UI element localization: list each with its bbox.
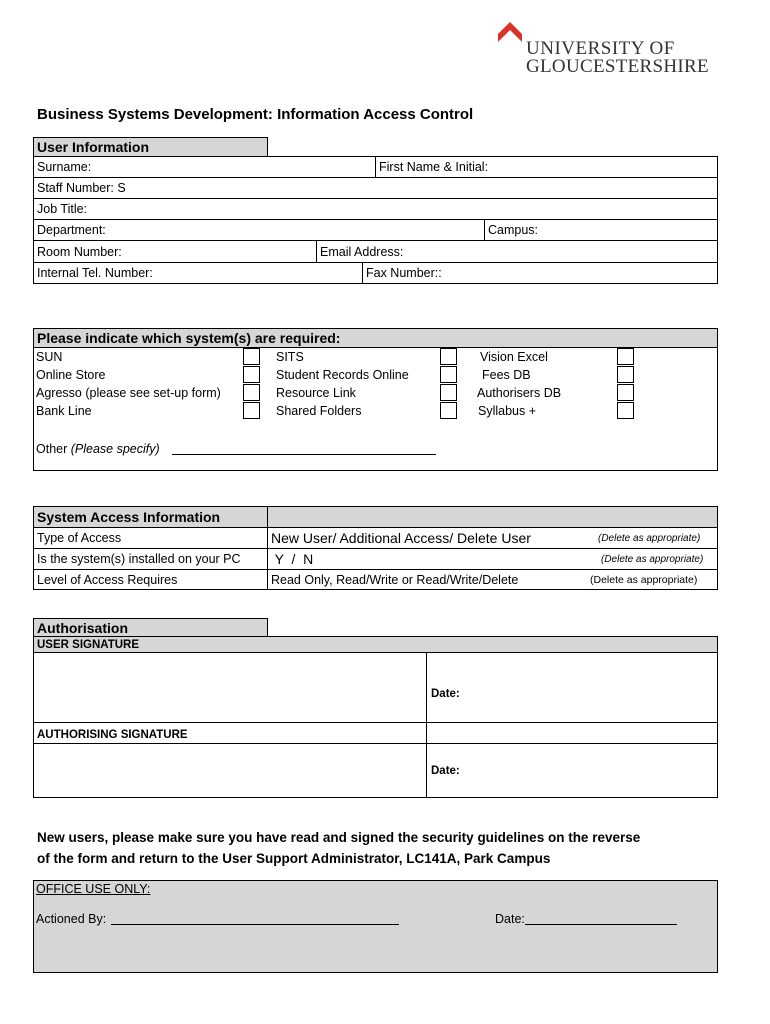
system-access-heading-band — [267, 506, 718, 528]
authorising-heading-right — [426, 722, 718, 744]
system-sun: SUN — [36, 350, 63, 364]
surname-field[interactable]: Surname: — [33, 156, 376, 178]
checkbox-shared-folders[interactable] — [440, 402, 457, 419]
installed-on-pc-label: Is the system(s) installed on your PC — [33, 548, 268, 570]
campus-field[interactable]: Campus: — [484, 219, 718, 241]
checkbox-student-records-online[interactable] — [440, 366, 457, 383]
job-title-field[interactable]: Job Title: — [33, 198, 718, 220]
system-syllabus: Syllabus + — [478, 404, 537, 418]
actioned-by-label: Actioned By: — [36, 912, 107, 926]
checkbox-syllabus[interactable] — [617, 402, 634, 419]
user-signature-box[interactable] — [33, 652, 427, 723]
system-authorisers-db: Authorisers DB — [477, 386, 562, 400]
logo-line-1: UNIVERSITY OF — [526, 38, 675, 59]
user-information-heading: User Information — [33, 137, 268, 157]
logo-mark-icon — [498, 20, 524, 44]
department-field[interactable]: Department: — [33, 219, 485, 241]
level-of-access-text: Read Only, Read/Write or Read/Write/Delete — [271, 572, 519, 587]
system-shared-folders: Shared Folders — [276, 404, 362, 418]
authorising-signature-heading: AUTHORISING SIGNATURE — [33, 722, 427, 744]
actioned-by-line[interactable] — [111, 910, 399, 925]
checkbox-resource-link[interactable] — [440, 384, 457, 401]
type-of-access-note: (Delete as appropriate) — [598, 532, 701, 544]
system-bank-line: Bank Line — [36, 404, 92, 418]
checkbox-agresso[interactable] — [243, 384, 260, 401]
other-label-text: Other — [36, 442, 68, 456]
internal-tel-field[interactable]: Internal Tel. Number: — [33, 262, 363, 284]
user-signature-date-box[interactable] — [426, 652, 718, 723]
system-resource-link: Resource Link — [276, 386, 356, 400]
staff-number-field[interactable]: Staff Number: S — [33, 177, 718, 199]
system-sits: SITS — [276, 350, 304, 364]
checkbox-online-store[interactable] — [243, 366, 260, 383]
type-of-access-text: New User/ Additional Access/ Delete User — [271, 530, 531, 546]
user-signature-date-label: Date: — [431, 688, 460, 700]
authorisation-heading: Authorisation — [33, 618, 268, 638]
type-of-access-label: Type of Access — [33, 527, 268, 549]
fax-number-field[interactable]: Fax Number:: — [362, 262, 718, 284]
level-of-access-label: Level of Access Requires — [33, 569, 268, 590]
checkbox-fees-db[interactable] — [617, 366, 634, 383]
checkbox-sun[interactable] — [243, 348, 260, 365]
level-of-access-value[interactable] — [267, 569, 718, 590]
checkbox-bank-line[interactable] — [243, 402, 260, 419]
other-label — [36, 442, 160, 456]
email-field[interactable]: Email Address: — [316, 240, 718, 263]
systems-heading: Please indicate which system(s) are required: — [33, 328, 718, 348]
authorising-signature-date-label: Date: — [431, 765, 460, 777]
logo-line-2: GLOUCESTERSHIRE — [526, 56, 709, 77]
installed-on-pc-value[interactable] — [267, 548, 718, 570]
system-access-heading: System Access Information — [33, 506, 268, 528]
notice-line-1: New users, please make sure you have read and signed the security guidelines on the reverse — [37, 830, 641, 845]
office-date-line[interactable] — [525, 910, 677, 925]
system-online-store: Online Store — [36, 368, 106, 382]
office-date-label: Date: — [495, 912, 525, 926]
checkbox-vision-excel[interactable] — [617, 348, 634, 365]
other-hint: (Please specify) — [70, 442, 160, 456]
type-of-access-value[interactable] — [267, 527, 718, 549]
checkbox-sits[interactable] — [440, 348, 457, 365]
system-student-records-online: Student Records Online — [276, 368, 409, 382]
level-of-access-note: (Delete as appropriate) — [590, 573, 698, 586]
other-specify-line[interactable] — [172, 440, 436, 455]
first-name-field[interactable]: First Name & Initial: — [375, 156, 718, 178]
notice-line-2: of the form and return to the User Support Administrator, LC141A, Park Campus — [37, 851, 551, 866]
authorising-signature-date-box[interactable] — [426, 743, 718, 798]
page-title: Business Systems Development: Information Access Control — [37, 106, 474, 123]
system-vision-excel: Vision Excel — [480, 350, 548, 364]
room-number-field[interactable]: Room Number: — [33, 240, 317, 263]
installed-on-pc-text: Y / N — [271, 551, 314, 567]
checkbox-authorisers-db[interactable] — [617, 384, 634, 401]
installed-on-pc-note: (Delete as appropriate) — [601, 553, 704, 565]
office-use-heading: OFFICE USE ONLY: — [36, 882, 151, 896]
authorising-signature-box[interactable] — [33, 743, 427, 798]
user-signature-heading: USER SIGNATURE — [33, 636, 718, 653]
system-agresso: Agresso (please see set-up form) — [36, 386, 221, 400]
system-fees-db: Fees DB — [482, 368, 531, 382]
